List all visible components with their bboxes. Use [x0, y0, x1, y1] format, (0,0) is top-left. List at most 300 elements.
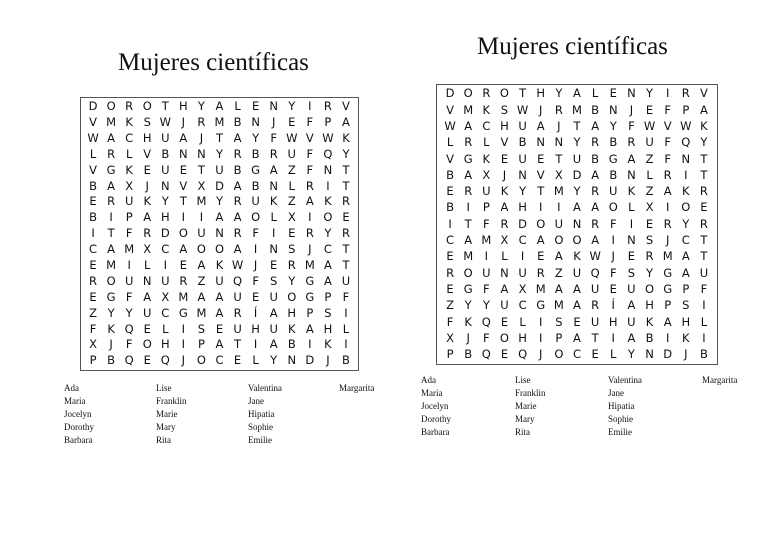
- grid-letter: L: [519, 314, 526, 329]
- grid-letter: K: [287, 321, 296, 336]
- grid-letter: N: [518, 167, 527, 182]
- grid-letter: Y: [646, 265, 654, 280]
- grid-letter: A: [681, 265, 690, 280]
- grid-letter: Y: [482, 298, 490, 313]
- grid-letter: F: [483, 216, 490, 231]
- grid-letter: D: [305, 353, 315, 368]
- grid-letter: F: [306, 146, 314, 161]
- grid-letter: V: [500, 135, 509, 150]
- grid-letter: Q: [518, 347, 528, 362]
- grid-letter: U: [699, 265, 709, 280]
- grid-letter: O: [572, 233, 582, 248]
- grid-letter: Y: [464, 298, 472, 313]
- grid-letter: S: [555, 314, 563, 329]
- grid-letter: I: [665, 200, 670, 215]
- grid-letter: B: [699, 347, 708, 362]
- grid-letter: V: [179, 178, 188, 193]
- grid-letter: M: [196, 305, 207, 320]
- grid-letter: R: [269, 146, 278, 161]
- grid-letter: T: [591, 330, 599, 345]
- grid-letter: E: [179, 162, 187, 177]
- grid-letter: N: [142, 273, 152, 288]
- grid-letter: B: [107, 353, 116, 368]
- grid-letter: A: [699, 102, 708, 117]
- grid-letter: R: [591, 135, 600, 150]
- grid-letter: Y: [700, 135, 708, 150]
- grid-letter: L: [144, 258, 151, 272]
- grid-letter: U: [215, 273, 224, 288]
- grid-letter: A: [627, 151, 636, 166]
- grid-letter: Q: [323, 146, 333, 161]
- grid-letter: A: [179, 130, 188, 145]
- grid-letter: K: [215, 258, 224, 272]
- grid-letter: B: [233, 115, 242, 130]
- grid-letter: U: [197, 226, 206, 241]
- grid-letter: B: [446, 200, 454, 215]
- grid-letter: A: [500, 281, 509, 296]
- grid-letter: W: [643, 118, 656, 133]
- grid-letter: R: [591, 216, 600, 231]
- grid-letter: B: [446, 167, 454, 182]
- grid-letter: I: [181, 321, 186, 336]
- word-list-item: Sophie: [608, 414, 634, 424]
- grid-letter: H: [287, 305, 297, 320]
- grid-letter: N: [500, 265, 509, 280]
- grid-letter: U: [590, 314, 600, 329]
- grid-letter: E: [233, 353, 242, 368]
- grid-letter: K: [269, 194, 278, 209]
- grid-letter: E: [89, 194, 97, 209]
- grid-letter: E: [573, 314, 581, 329]
- grid-letter: Q: [124, 321, 134, 336]
- grid-letter: F: [270, 130, 277, 145]
- grid-letter: U: [161, 130, 170, 145]
- grid-letter: T: [537, 184, 545, 199]
- grid-letter: A: [233, 130, 242, 145]
- grid-letter: R: [591, 298, 600, 313]
- grid-letter: M: [304, 258, 315, 272]
- grid-letter: P: [682, 281, 690, 296]
- grid-letter: N: [681, 151, 691, 166]
- grid-letter: Q: [233, 273, 243, 288]
- word-list-item: Valentina: [248, 383, 282, 393]
- grid-letter: M: [662, 249, 673, 264]
- grid-letter: R: [536, 265, 545, 280]
- grid-letter: O: [499, 330, 509, 345]
- grid-letter: A: [591, 233, 600, 248]
- grid-letter: J: [629, 102, 634, 117]
- grid-letter: B: [89, 210, 97, 225]
- grid-letter: I: [91, 226, 95, 241]
- grid-letter: K: [125, 162, 133, 177]
- grid-letter: T: [342, 242, 350, 257]
- grid-letter: I: [163, 258, 167, 272]
- grid-letter: J: [253, 258, 258, 272]
- grid-letter: N: [608, 102, 618, 117]
- grid-letter: O: [106, 99, 116, 114]
- grid-letter: C: [681, 233, 690, 248]
- grid-letter: I: [539, 314, 543, 329]
- grid-letter: X: [287, 210, 296, 225]
- grid-letter: M: [463, 102, 474, 117]
- grid-letter: R: [233, 305, 242, 320]
- grid-letter: T: [342, 178, 350, 193]
- word-list-item: Sophie: [248, 422, 274, 432]
- grid-letter: I: [539, 330, 543, 345]
- grid-letter: O: [142, 337, 152, 352]
- grid-letter: G: [663, 281, 673, 296]
- grid-letter: I: [308, 99, 312, 114]
- grid-letter: Y: [288, 273, 296, 288]
- word-list-item: Ada: [64, 383, 79, 393]
- grid-letter: O: [554, 233, 564, 248]
- grid-letter: R: [125, 99, 134, 114]
- grid-letter: D: [572, 167, 582, 182]
- grid-letter: N: [645, 347, 654, 362]
- grid-letter: G: [305, 289, 315, 304]
- grid-letter: Y: [342, 146, 350, 161]
- grid-letter: O: [608, 200, 618, 215]
- grid-letter: H: [142, 130, 152, 145]
- grid-letter: M: [214, 115, 225, 130]
- grid-letter: Z: [287, 194, 296, 209]
- grid-letter: C: [215, 353, 224, 368]
- grid-letter: H: [179, 99, 188, 114]
- grid-letter: U: [627, 281, 636, 296]
- grid-letter: B: [251, 178, 260, 193]
- grid-letter: F: [252, 226, 259, 241]
- grid-letter: R: [143, 226, 152, 241]
- grid-letter: F: [446, 314, 454, 329]
- grid-letter: N: [536, 135, 546, 150]
- grid-letter: T: [342, 162, 350, 177]
- grid-letter: K: [500, 184, 509, 199]
- grid-letter: H: [645, 298, 654, 313]
- grid-letter: C: [161, 242, 170, 257]
- grid-letter: E: [537, 151, 545, 166]
- grid-letter: F: [664, 135, 671, 150]
- grid-letter: A: [573, 281, 581, 296]
- grid-letter: L: [501, 249, 508, 264]
- grid-letter: S: [645, 233, 654, 248]
- grid-letter: T: [700, 151, 708, 166]
- grid-letter: Q: [481, 347, 491, 362]
- grid-letter: U: [341, 273, 351, 288]
- grid-letter: H: [160, 337, 170, 352]
- grid-letter: R: [663, 167, 672, 182]
- grid-letter: A: [107, 178, 116, 193]
- grid-letter: C: [482, 118, 491, 133]
- grid-letter: L: [483, 135, 490, 150]
- grid-letter: N: [269, 242, 278, 257]
- grid-letter: L: [591, 86, 599, 101]
- grid-letter: R: [627, 135, 636, 150]
- grid-letter: B: [233, 162, 242, 177]
- grid-letter: E: [89, 289, 97, 304]
- grid-letter: J: [611, 249, 615, 264]
- grid-letter: K: [573, 249, 581, 264]
- grid-letter: S: [627, 265, 636, 280]
- grid-letter: I: [484, 249, 489, 264]
- grid-letter: J: [145, 178, 149, 193]
- grid-letter: H: [160, 210, 170, 225]
- grid-letter: J: [557, 118, 561, 133]
- grid-letter: O: [178, 226, 188, 241]
- grid-letter: X: [500, 233, 509, 248]
- grid-letter: U: [233, 289, 242, 304]
- grid-letter: D: [215, 178, 224, 193]
- grid-letter: A: [233, 242, 242, 257]
- word-list-item: Mary: [515, 414, 535, 424]
- grid-letter: U: [518, 151, 527, 166]
- grid-letter: W: [87, 130, 99, 145]
- grid-letter: J: [199, 130, 204, 145]
- word-list-item: Valentina: [608, 375, 642, 385]
- grid-letter: P: [89, 353, 97, 368]
- grid-letter: V: [699, 86, 708, 101]
- grid-letter: A: [323, 273, 332, 288]
- grid-letter: K: [143, 194, 151, 209]
- grid-letter: R: [107, 146, 116, 161]
- grid-letter: Z: [645, 184, 654, 199]
- grid-letter: A: [233, 210, 242, 225]
- grid-letter: I: [253, 242, 258, 257]
- grid-letter: J: [181, 353, 186, 368]
- grid-letter: W: [322, 130, 334, 145]
- grid-letter: K: [682, 330, 690, 345]
- grid-letter: S: [288, 242, 296, 257]
- grid-letter: O: [463, 265, 473, 280]
- grid-letter: X: [518, 281, 527, 296]
- grid-letter: T: [179, 194, 187, 209]
- grid-letter: E: [627, 249, 636, 264]
- grid-letter: T: [161, 99, 169, 114]
- grid-letter: B: [342, 353, 350, 368]
- puzzle-title: Mujeres científicas: [118, 49, 309, 76]
- grid-letter: W: [516, 102, 529, 117]
- grid-letter: J: [466, 330, 470, 345]
- grid-letter: N: [269, 99, 278, 114]
- grid-letter: R: [233, 194, 242, 209]
- grid-letter: U: [124, 273, 134, 288]
- grid-letter: E: [143, 353, 151, 368]
- grid-letter: V: [446, 102, 454, 117]
- grid-letter: K: [342, 130, 350, 145]
- grid-letter: A: [573, 86, 581, 101]
- grid-letter: T: [700, 167, 708, 182]
- grid-letter: A: [215, 289, 224, 304]
- grid-letter: X: [89, 337, 97, 352]
- grid-letter: H: [608, 314, 618, 329]
- grid-letter: C: [89, 242, 98, 257]
- grid-letter: R: [645, 249, 654, 264]
- word-list-item: Ada: [421, 375, 436, 385]
- grid-letter: M: [463, 249, 474, 264]
- word-list-item: Hipatia: [248, 409, 275, 419]
- grid-letter: I: [611, 233, 615, 248]
- grid-letter: N: [251, 115, 260, 130]
- grid-letter: E: [500, 151, 509, 166]
- grid-letter: K: [324, 337, 332, 352]
- grid-letter: L: [162, 321, 169, 336]
- grid-letter: O: [536, 216, 546, 231]
- word-list-item: Margarita: [339, 383, 375, 393]
- grid-letter: T: [464, 216, 472, 231]
- grid-letter: U: [554, 216, 564, 231]
- grid-letter: M: [572, 102, 582, 117]
- grid-letter: N: [287, 353, 297, 368]
- grid-letter: I: [665, 86, 670, 101]
- grid-letter: R: [305, 226, 314, 241]
- grid-letter: R: [233, 146, 242, 161]
- grid-letter: X: [143, 242, 152, 257]
- grid-letter: S: [197, 321, 206, 336]
- grid-letter: H: [681, 314, 691, 329]
- grid-letter: R: [323, 99, 332, 114]
- word-list-item: Dorothy: [421, 414, 451, 424]
- grid-letter: L: [628, 200, 635, 215]
- grid-letter: K: [482, 151, 491, 166]
- grid-letter: J: [539, 102, 543, 117]
- grid-letter: O: [251, 210, 261, 225]
- grid-letter: I: [702, 330, 706, 345]
- grid-letter: R: [591, 184, 600, 199]
- grid-letter: Y: [161, 194, 169, 209]
- grid-letter: B: [518, 135, 527, 150]
- grid-letter: R: [554, 102, 563, 117]
- grid-letter: R: [233, 226, 242, 241]
- grid-letter: X: [197, 178, 206, 193]
- grid-letter: G: [663, 265, 673, 280]
- grid-letter: O: [463, 86, 473, 101]
- grid-letter: L: [89, 146, 97, 161]
- grid-letter: I: [109, 210, 113, 225]
- grid-letter: I: [629, 216, 634, 231]
- grid-letter: R: [482, 86, 491, 101]
- grid-letter: Y: [252, 130, 260, 145]
- grid-letter: A: [554, 249, 563, 264]
- grid-letter: F: [609, 216, 617, 231]
- grid-letter: V: [342, 99, 350, 114]
- grid-letter: H: [518, 200, 527, 215]
- grid-letter: M: [106, 115, 117, 130]
- word-list-item: Barbara: [421, 427, 450, 437]
- grid-letter: F: [125, 337, 133, 352]
- word-list-item: Mary: [156, 422, 176, 432]
- grid-letter: I: [665, 330, 670, 345]
- grid-letter: A: [342, 115, 350, 130]
- word-list-item: Franklin: [515, 388, 546, 398]
- grid-letter: D: [445, 86, 455, 101]
- grid-letter: I: [684, 167, 688, 182]
- grid-letter: U: [269, 321, 278, 336]
- grid-letter: A: [143, 289, 152, 304]
- grid-letter: J: [326, 353, 330, 368]
- grid-letter: K: [464, 314, 472, 329]
- grid-letter: E: [500, 314, 509, 329]
- word-list-item: Barbara: [64, 435, 93, 445]
- word-list-item: María: [421, 388, 443, 398]
- grid-letter: Y: [627, 347, 635, 362]
- grid-letter: I: [271, 226, 276, 241]
- grid-letter: E: [446, 281, 454, 296]
- grid-letter: S: [143, 115, 151, 130]
- grid-letter: C: [518, 233, 527, 248]
- grid-letter: O: [106, 273, 116, 288]
- grid-letter: V: [663, 118, 672, 133]
- grid-letter: A: [197, 258, 206, 272]
- grid-letter: E: [143, 321, 151, 336]
- grid-letter: A: [269, 337, 278, 352]
- grid-letter: R: [464, 135, 473, 150]
- grid-letter: L: [700, 314, 708, 329]
- grid-letter: A: [179, 242, 188, 257]
- grid-letter: A: [573, 330, 581, 345]
- grid-letter: M: [106, 258, 117, 272]
- grid-letter: A: [323, 258, 332, 272]
- grid-letter: A: [663, 184, 672, 199]
- grid-letter: I: [448, 216, 452, 231]
- grid-letter: L: [234, 99, 241, 114]
- grid-letter: K: [482, 102, 491, 117]
- grid-letter: Z: [197, 273, 206, 288]
- grid-letter: S: [500, 102, 509, 117]
- grid-letter: E: [537, 249, 545, 264]
- grid-letter: L: [252, 353, 259, 368]
- grid-letter: C: [518, 298, 527, 313]
- grid-letter: Q: [681, 135, 691, 150]
- grid-letter: O: [554, 347, 564, 362]
- grid-letter: I: [308, 337, 312, 352]
- grid-letter: E: [446, 249, 454, 264]
- grid-letter: Z: [89, 305, 97, 320]
- grid-letter: Q: [590, 265, 600, 280]
- grid-letter: I: [702, 298, 706, 313]
- grid-letter: N: [160, 178, 170, 193]
- grid-letter: A: [500, 200, 509, 215]
- grid-letter: B: [89, 178, 97, 193]
- grid-letter: R: [699, 184, 708, 199]
- grid-letter: T: [700, 233, 708, 248]
- grid-letter: P: [482, 200, 490, 215]
- grid-letter: U: [143, 305, 152, 320]
- grid-letter: F: [700, 281, 708, 296]
- grid-letter: G: [106, 162, 116, 177]
- grid-letter: F: [609, 265, 617, 280]
- grid-letter: E: [270, 258, 278, 272]
- grid-letter: E: [591, 347, 599, 362]
- grid-letter: Q: [124, 353, 134, 368]
- grid-letter: S: [682, 298, 690, 313]
- grid-letter: J: [684, 347, 688, 362]
- grid-letter: Q: [481, 314, 491, 329]
- grid-letter: F: [125, 226, 133, 241]
- grid-letter: B: [645, 330, 654, 345]
- grid-letter: F: [483, 330, 490, 345]
- grid-letter: B: [287, 337, 296, 352]
- grid-letter: A: [536, 118, 545, 133]
- grid-letter: Y: [519, 184, 527, 199]
- word-list-item: Jocelyn: [64, 409, 92, 419]
- grid-letter: O: [499, 86, 509, 101]
- grid-letter: R: [341, 194, 350, 209]
- grid-letter: X: [482, 167, 491, 182]
- grid-letter: G: [305, 273, 315, 288]
- grid-letter: J: [308, 242, 312, 257]
- grid-letter: C: [125, 130, 134, 145]
- grid-letter: F: [125, 289, 133, 304]
- grid-letter: E: [609, 86, 617, 101]
